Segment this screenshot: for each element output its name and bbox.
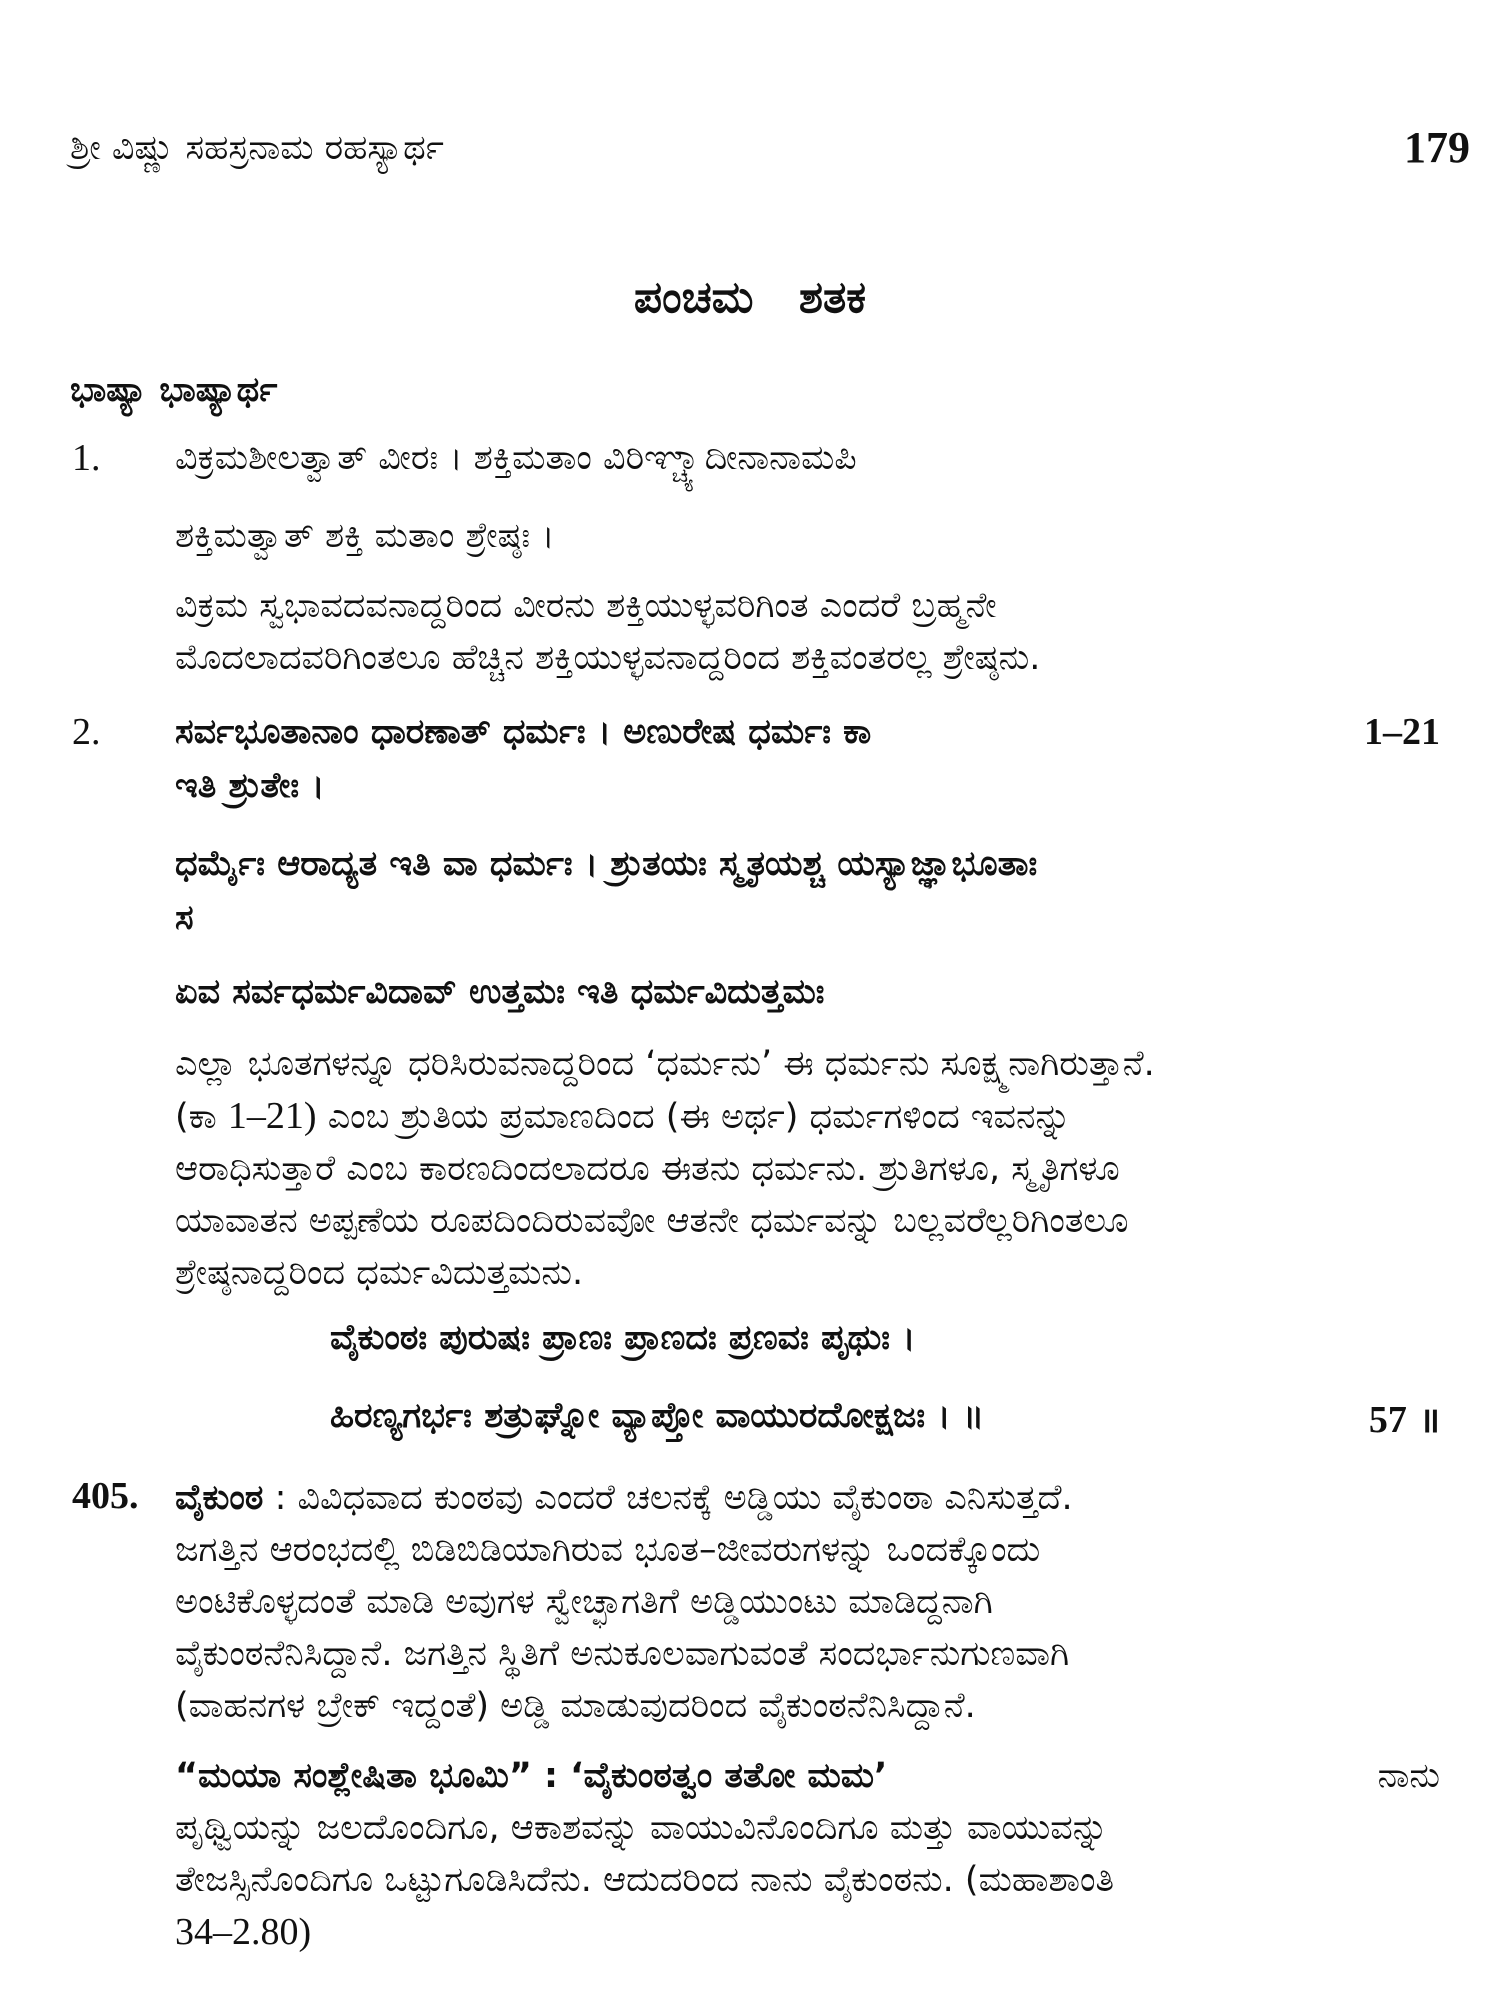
- paragraph-line: ವೈಕುಂಠನೆನಿಸಿದ್ದಾನೆ. ಜಗತ್ತಿನ ಸ್ಥಿತಿಗೆ ಅನುಕೂಲವಾಗುವಂತೆ ಸಂದರ್ಭಾನುಗುಣವಾಗಿ: [175, 1634, 1070, 1674]
- sanskrit-line: [175, 706, 1440, 758]
- page-number: 179: [1404, 123, 1470, 172]
- paragraph-line: [175, 838, 1440, 890]
- paragraph-line: ಮೊದಲಾದವರಿಗಿಂತಲೂ ಹೆಚ್ಚಿನ ಶಕ್ತಿಯುಳ್ಳವನಾದ್ದರಿಂದ ಶಕ್ತಿವಂತರಲ್ಲ ಶ್ರೇಷ್ಠನು.: [175, 638, 1041, 678]
- sanskrit-line: ಇತಿ ಶ್ರುತೇಃ ।: [175, 766, 325, 806]
- line-text: ಸರ್ವಭೂತಾನಾಂ ಧಾರಣಾತ್ ಧರ್ಮಃ । ಅಣುರೇಷ ಧರ್ಮಃ ಕಾ: [175, 712, 872, 752]
- line-text: ವೈಕುಂಠಃ ಪುರುಷಃ ಪ್ರಾಣಃ ಪ್ರಾಣದಃ ಪ್ರಣವಃ ಪೃಥುಃ ।: [330, 1318, 916, 1358]
- paragraph-line: 34–2.80): [175, 1911, 312, 1953]
- paragraph-line: ಯಾವಾತನ ಅಪ್ಪಣೆಯ ರೂಪದಿಂದಿರುವವೋ ಆತನೇ ಧರ್ಮವನ್ನು ಬಲ್ಲವರೆಲ್ಲರಿಗಿಂತಲೂ: [175, 1201, 1129, 1241]
- paragraph-line: ಶ್ರೇಷ್ಠನಾದ್ದರಿಂದ ಧರ್ಮವಿದುತ್ತಮನು.: [175, 1253, 584, 1293]
- line-text: ಎಂಬ ಶ್ರುತಿಯ ಪ್ರಮಾಣದಿಂದ (ಈ ಅರ್ಥ) ಧರ್ಮಗಳಿಂದ ಇವನನ್ನು: [327, 1097, 1071, 1137]
- item-number: 1.: [72, 437, 101, 479]
- sanskrit-line: ಸ: [175, 898, 194, 938]
- subheading: ಭಾಷ್ಯಾ ಭಾಷ್ಯಾರ್ಥ: [70, 370, 278, 410]
- paragraph-line: (ವಾಹನಗಳ ಬ್ರೇಕ್ ಇದ್ದಂತೆ) ಅಡ್ಡಿ ಮಾಡುವುದರಿಂದ ವೈಕುಂಠನೆನಿಸಿದ್ದಾನೆ.: [175, 1686, 976, 1726]
- paragraph-line: ತೇಜಸ್ಸಿನೊಂದಿಗೂ ಒಟ್ಟುಗೂಡಿಸಿದೆನು. ಆದುದರಿಂದ ನಾನು ವೈಕುಂಠನು. (ಮಹಾಶಾಂತಿ: [175, 1860, 1115, 1900]
- paragraph-line: ಅಂಟಿಕೊಳ್ಳದಂತೆ ಮಾಡಿ ಅವುಗಳ ಸ್ವೇಚ್ಛಾಗತಿಗೆ ಅಡ್ಡಿಯುಂಟು ಮಾಡಿದ್ದನಾಗಿ: [175, 1582, 993, 1622]
- line-text: ಹಿರಣ್ಯಗರ್ಭಃ ಶತ್ರುಘ್ನೋ ವ್ಯಾಪ್ತೋ ವಾಯುರದೋಕ್ಷಜಃ । ॥: [330, 1396, 985, 1436]
- verse-line: [330, 1396, 1440, 1443]
- sanskrit-line: ಏವ ಸರ್ವಧರ್ಮವಿದಾವ್ ಉತ್ತಮಃ ಇತಿ ಧರ್ಮವಿದುತ್ತಮಃ: [175, 972, 825, 1012]
- reference-number: 1–21: [1364, 711, 1440, 753]
- verse-end-mark: ॥: [1419, 1401, 1440, 1441]
- line-text: : ವಿವಿಧವಾದ ಕುಂಠವು ಎಂದರೆ ಚಲನಕ್ಕೆ ಅಡ್ಡಿಯು ವೈಕುಂಠಾ ಎನಿಸುತ್ತದೆ.: [274, 1478, 1073, 1518]
- kannada-paragraph: [175, 1038, 1440, 1299]
- verse-number-value: 57: [1368, 1399, 1407, 1441]
- paragraph-line: [175, 1750, 1440, 1802]
- paragraph-line: [175, 1090, 1440, 1143]
- paragraph-line: ಎಲ್ಲಾ ಭೂತಗಳನ್ನೂ ಧರಿಸಿರುವನಾದ್ದರಿಂದ ‘ಧರ್ಮನು’ ಈ ಧರ್ಮನು ಸೂಕ್ಷ್ಮನಾಗಿರುತ್ತಾನೆ.: [175, 1044, 1155, 1084]
- sanskrit-line: ವಿಕ್ರಮಶೀಲತ್ವಾತ್ ವೀರಃ । ಶಕ್ತಿಮತಾಂ ವಿರಿಞ್ಚ್ಯಾದೀನಾನಾಮಪಿ: [175, 438, 857, 478]
- entry-number: 405.: [72, 1475, 139, 1517]
- sanskrit-line: [175, 838, 1440, 890]
- entry-paragraph: [175, 1472, 1440, 1732]
- line-text: ನಾನು: [1377, 1756, 1440, 1796]
- paragraph-line: [175, 706, 1440, 758]
- headword: ವೈಕುಂಠ: [175, 1478, 264, 1518]
- reference-number: 1–21): [227, 1095, 317, 1137]
- line-text: ವಿಕ್ರಮ ಸ್ವಭಾವದವನಾದ್ದರಿಂದ ವೀರನು ಶಕ್ತಿಯುಳ್ಳವರಿಗಿಂತ ಎಂದರೆ ಬ್ರಹ್ಮನೇ: [175, 586, 997, 626]
- paragraph-line: [175, 1472, 1440, 1524]
- section-title: ಪಂಚಮ ಶತಕ: [633, 272, 867, 323]
- entry-paragraph: [175, 1750, 1440, 1958]
- line-text: ಧರ್ಮೈಃ ಆರಾದ್ಯತ ಇತಿ ವಾ ಧರ್ಮಃ । ಶ್ರುತಯಃ ಸ್ಮೃತಯಶ್ಚ ಯಸ್ಯಾಜ್ಞಾಭೂತಾಃ: [175, 844, 1038, 884]
- item-number: 2.: [72, 711, 101, 753]
- paragraph-line: ಪೃಥ್ವಿಯನ್ನು ಜಲದೊಂದಿಗೂ, ಆಕಾಶವನ್ನು ವಾಯುವಿನೊಂದಿಗೂ ಮತ್ತು ವಾಯುವನ್ನು: [175, 1808, 1109, 1848]
- line-text: (ಕಾ: [175, 1097, 217, 1137]
- quoted-verse: “ಮಯಾ ಸಂಶ್ಲೇಷಿತಾ ಭೂಮಿ” : ‘ವೈಕುಂಠತ್ವಂ ತತೋ ಮಮ’: [175, 1756, 888, 1796]
- verse-line: [330, 1318, 1440, 1358]
- paragraph-line: ಜಗತ್ತಿನ ಆರಂಭದಲ್ಲಿ ಬಿಡಿಬಿಡಿಯಾಗಿರುವ ಭೂತ–ಜೀವರುಗಳನ್ನು ಒಂದಕ್ಕೊಂದು: [175, 1530, 1041, 1570]
- kannada-paragraph: [175, 580, 1440, 684]
- verse-number: [1369, 1396, 1440, 1443]
- paragraph-line: [175, 580, 1440, 632]
- paragraph-line: ಆರಾಧಿಸುತ್ತಾರೆ ಎಂಬ ಕಾರಣದಿಂದಲಾದರೂ ಈತನು ಧರ್ಮನು. ಶ್ರುತಿಗಳೂ, ಸ್ಮೃತಿಗಳೂ: [175, 1149, 1120, 1189]
- sanskrit-line: ಶಕ್ತಿಮತ್ವಾತ್ ಶಕ್ತಿ ಮತಾಂ ಶ್ರೇಷ್ಠಃ ।: [175, 516, 555, 556]
- running-header-title: ಶ್ರೀ ವಿಷ್ಣು ಸಹಸ್ರನಾಮ ರಹಸ್ಯಾರ್ಥ: [70, 128, 444, 168]
